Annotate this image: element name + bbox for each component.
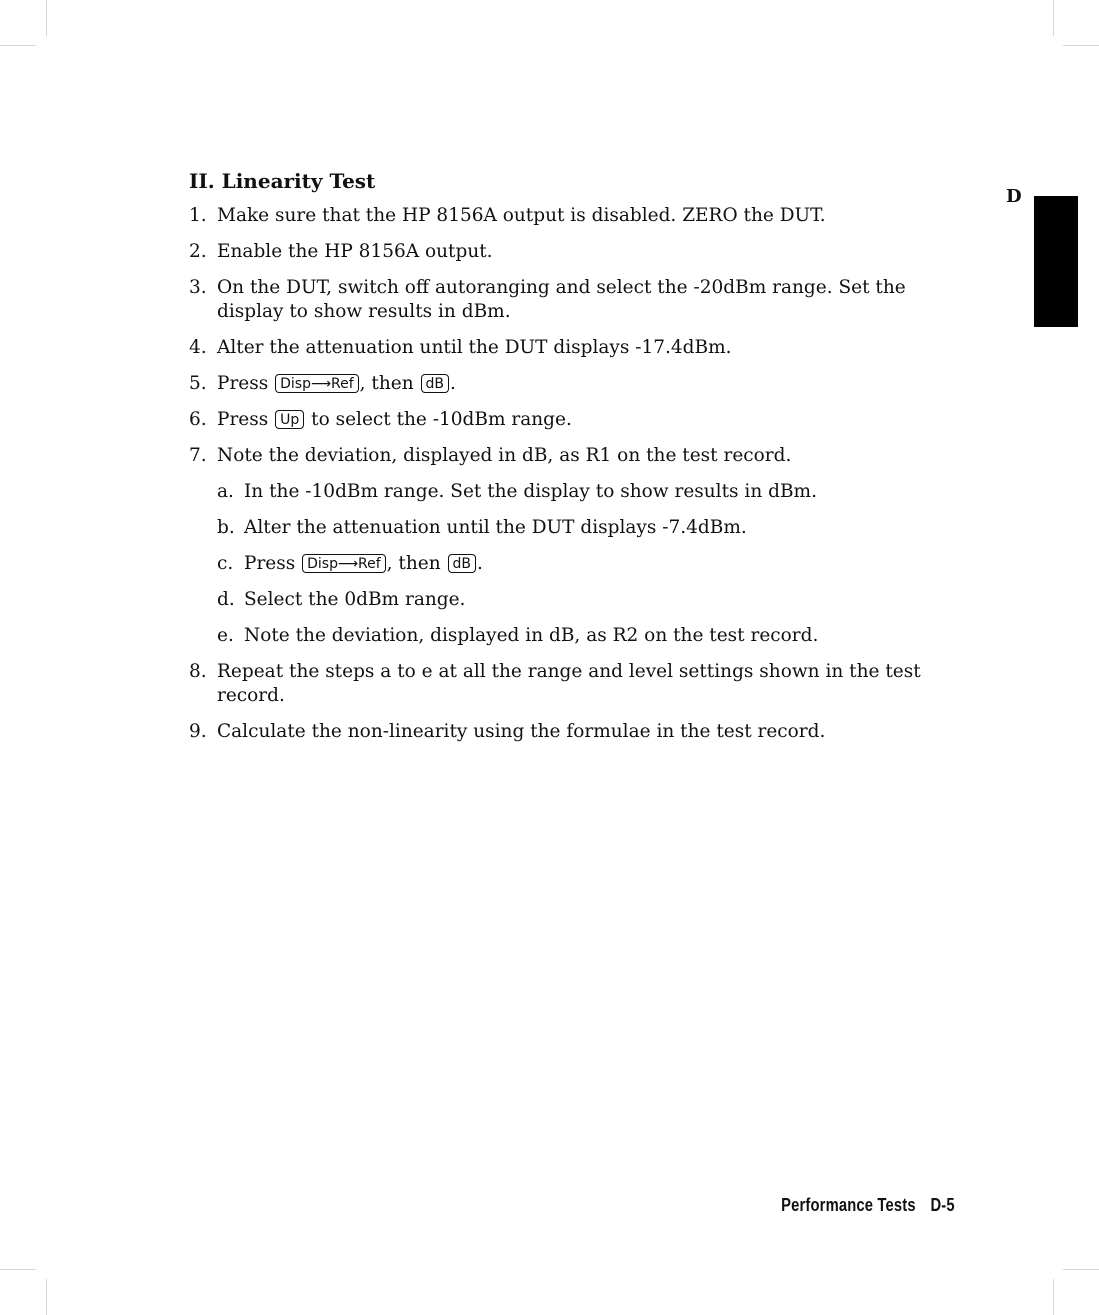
substep-text: Select the 0dBm range. [244, 589, 466, 610]
step-4 [189, 336, 949, 360]
step-number: 6. [189, 409, 207, 430]
step-number: 9. [189, 721, 207, 742]
substep-b [189, 516, 949, 540]
step-text [217, 372, 949, 396]
step-number: 2. [189, 241, 207, 262]
substep-d [189, 588, 949, 612]
disp-ref-key: Disp⟶Ref [302, 554, 386, 573]
substep-text-pre: Press [244, 553, 302, 574]
step-number: 4. [189, 337, 207, 358]
step-text: Repeat the steps a to e at all the range and level settings shown in the test record. [217, 661, 921, 706]
step-8 [189, 660, 949, 708]
step-number: 3. [189, 277, 207, 298]
crop-mark [46, 0, 47, 36]
step-text-post: to select the -10dBm range. [305, 409, 572, 430]
disp-ref-key: Disp⟶Ref [275, 374, 359, 393]
page-content [189, 168, 949, 756]
crop-mark [1063, 45, 1099, 46]
step-number: 1. [189, 205, 207, 226]
db-key: dB [448, 554, 477, 573]
step-1 [189, 204, 949, 228]
step-text-pre: Press [217, 373, 275, 394]
crop-mark [1053, 0, 1054, 36]
step-text: Alter the attenuation until the DUT displays -17.4dBm. [217, 337, 732, 358]
step-7 [189, 444, 949, 468]
section-tab-marker [1034, 196, 1078, 327]
substep-letter: d. [217, 589, 235, 610]
step-text: Enable the HP 8156A output. [217, 241, 493, 262]
up-key: Up [275, 410, 304, 429]
substep-letter: a. [217, 481, 234, 502]
step-9 [189, 720, 949, 744]
footer-section-title: Performance Tests [781, 1195, 916, 1215]
substep-text-post: . [477, 553, 483, 574]
page-footer [781, 1195, 955, 1216]
crop-mark [46, 1279, 47, 1315]
crop-mark [0, 1269, 36, 1270]
step-3 [189, 276, 949, 324]
step-number: 7. [189, 445, 207, 466]
step-5 [189, 372, 949, 396]
substep-letter: b. [217, 517, 235, 538]
db-key: dB [421, 374, 450, 393]
step-text-mid: , then [359, 373, 420, 394]
step-number: 5. [189, 373, 207, 394]
substep-text: In the -10dBm range. Set the display to show results in dBm. [244, 481, 817, 502]
step-text [217, 408, 949, 432]
step-text-pre: Press [217, 409, 275, 430]
step-text: On the DUT, switch off autoranging and select the -20dBm range. Set the display to show results in dBm. [217, 277, 906, 322]
substep-a [189, 480, 949, 504]
substep-text [244, 552, 949, 576]
step-number: 8. [189, 661, 207, 682]
substep-e [189, 624, 949, 648]
substep-text: Note the deviation, displayed in dB, as R2 on the test record. [244, 625, 819, 646]
substep-letter: c. [217, 553, 234, 574]
step-text: Make sure that the HP 8156A output is disabled. ZERO the DUT. [217, 205, 826, 226]
substep-text-mid: , then [386, 553, 447, 574]
step-6 [189, 408, 949, 432]
step-text-post: . [450, 373, 456, 394]
crop-mark [1063, 1269, 1099, 1270]
page-number: D-5 [930, 1195, 955, 1215]
substep-text: Alter the attenuation until the DUT displays -7.4dBm. [244, 517, 747, 538]
crop-mark [0, 45, 36, 46]
step-text: Note the deviation, displayed in dB, as R1 on the test record. [217, 445, 792, 466]
section-title: II. Linearity Test [189, 169, 376, 193]
section-tab-letter: D [1006, 186, 1022, 207]
step-2 [189, 240, 949, 264]
crop-mark [1053, 1279, 1054, 1315]
substep-letter: e. [217, 625, 234, 646]
step-text: Calculate the non-linearity using the formulae in the test record. [217, 721, 826, 742]
substep-c [189, 552, 949, 576]
